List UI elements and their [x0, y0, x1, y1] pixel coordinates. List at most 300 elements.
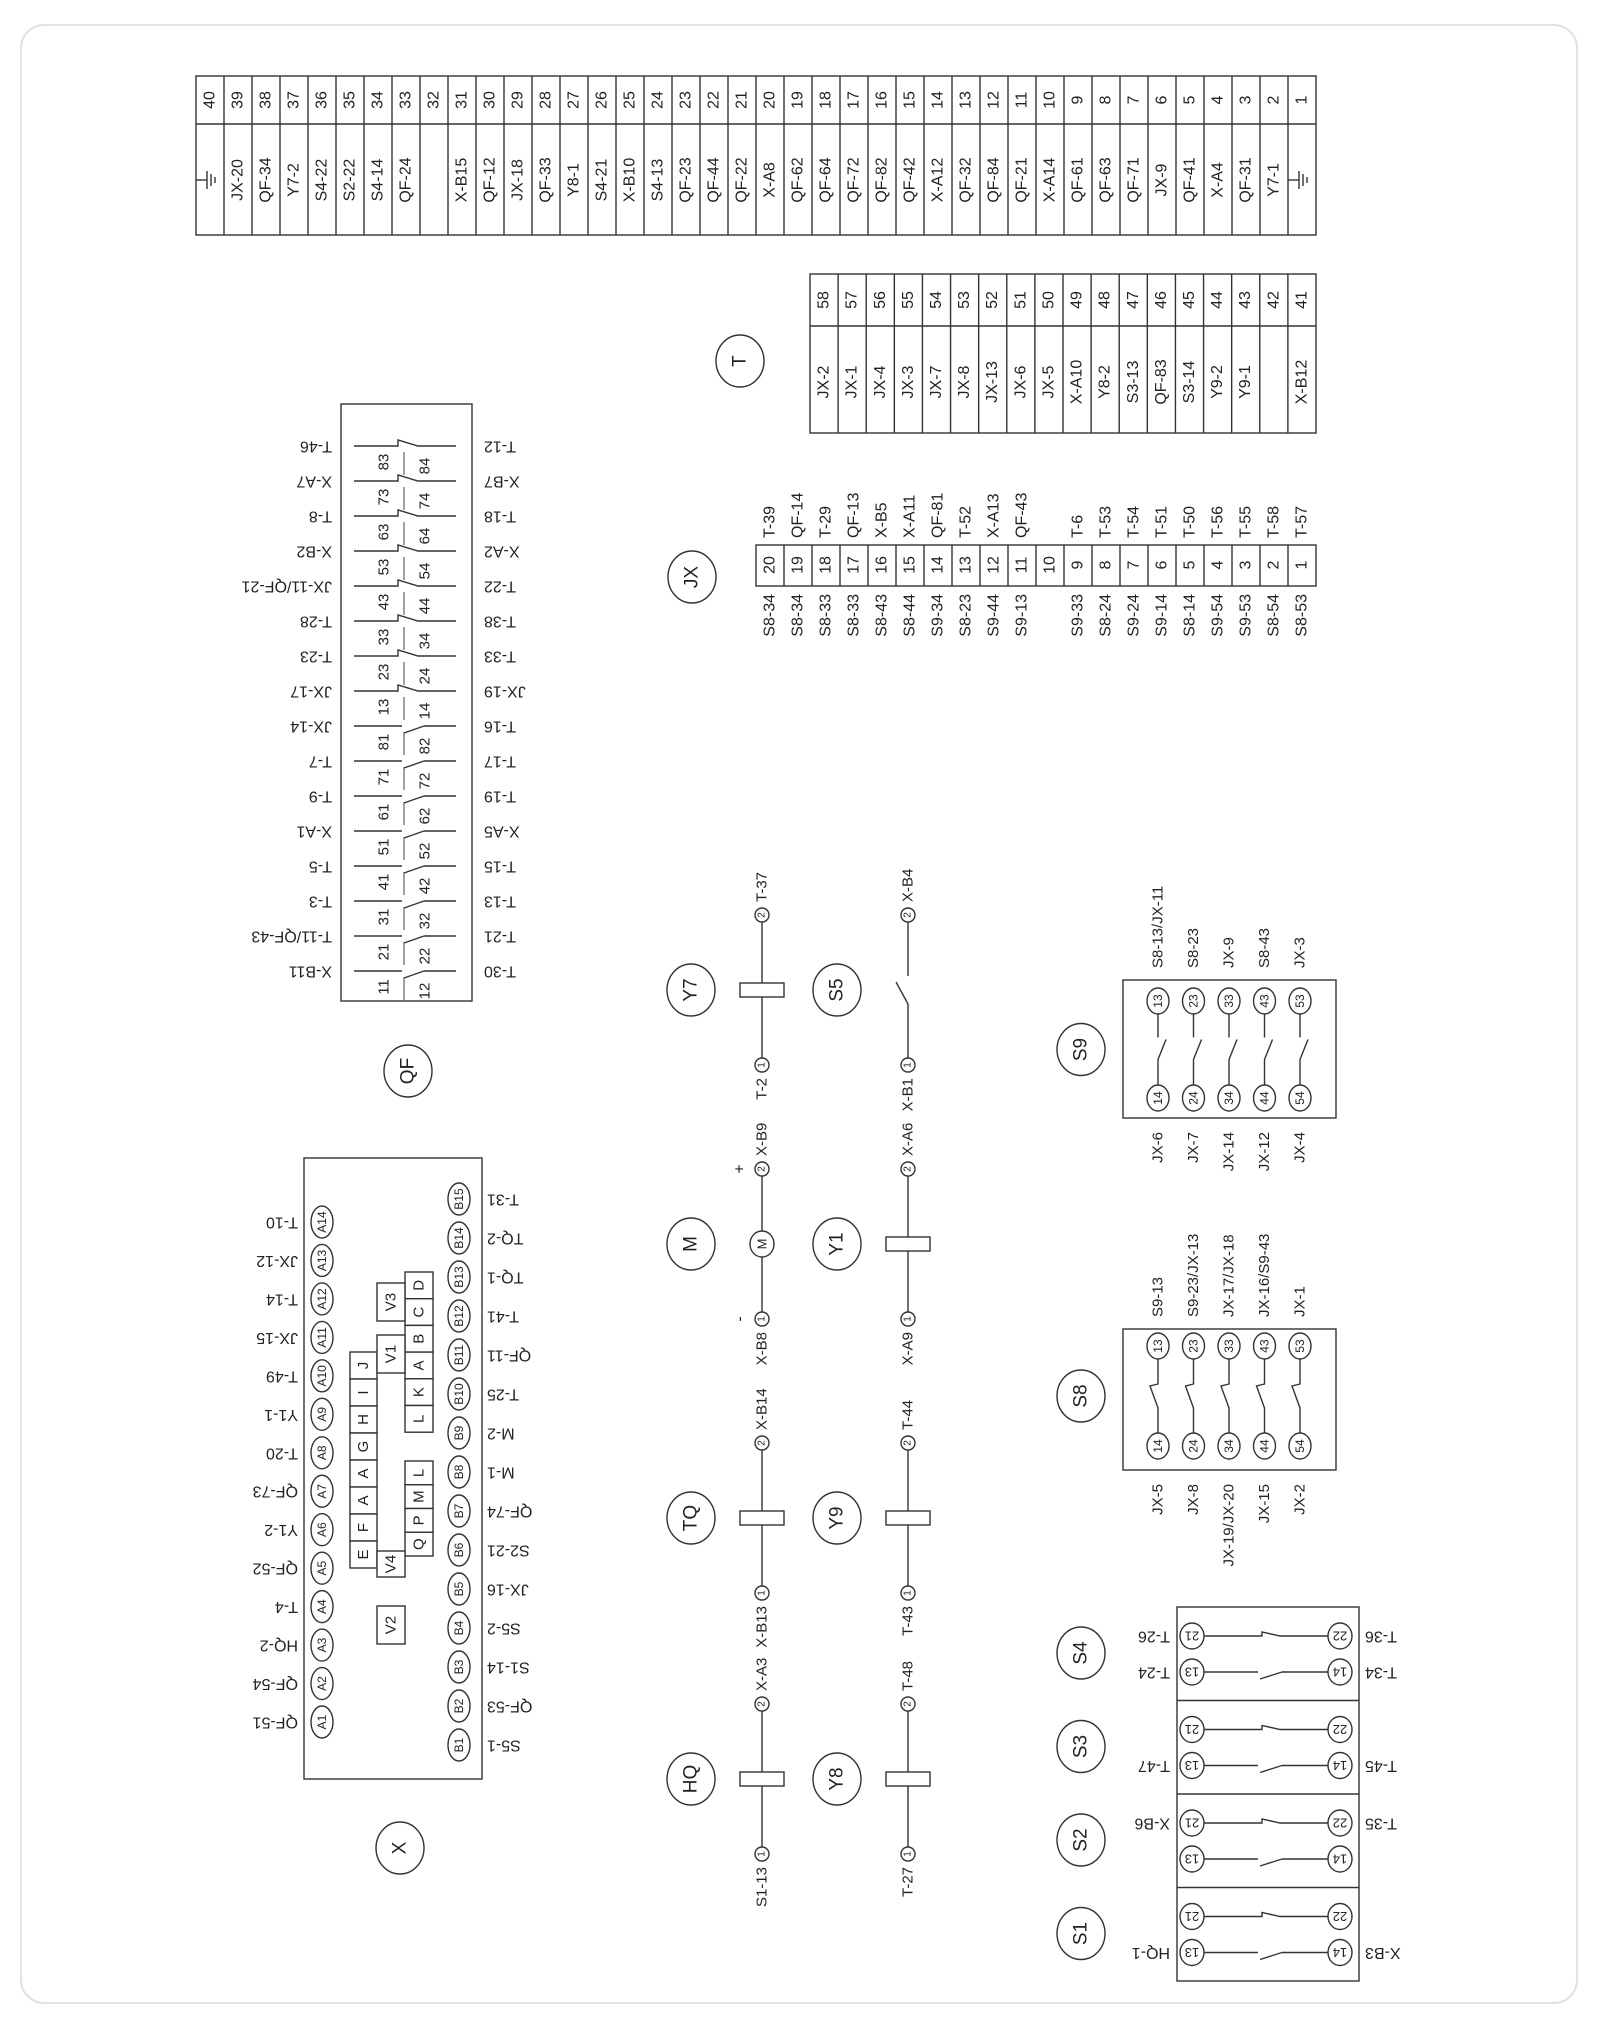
wire-label-right: T-19 [484, 787, 517, 805]
wire-label-right: T-30 [484, 962, 517, 980]
wire-label-right: M-1 [487, 1463, 515, 1481]
terminal-label: QF-31 [1237, 157, 1255, 203]
grid-cell [350, 1406, 377, 1433]
wire-label-right: S5-2 [487, 1619, 521, 1637]
contact-number: 23 [375, 663, 393, 681]
terminal-number: 42 [1265, 291, 1283, 309]
wire-label-left: T-7 [308, 752, 332, 770]
terminal-number: 1 [756, 1316, 768, 1322]
terminal-label: QF-32 [957, 157, 975, 203]
terminal-label: S4-13 [649, 158, 667, 202]
terminal-number: 2 [902, 1440, 914, 1446]
terminal-number: 41 [1293, 291, 1311, 309]
grid-cell [405, 1532, 433, 1556]
contact-number: 42 [416, 877, 434, 895]
wire-label-bottom: JX-5 [1149, 1484, 1167, 1515]
wire-label-right: S5-1 [487, 1736, 521, 1754]
terminal-number: 24 [649, 91, 667, 109]
wire-label-left: X-B2 [296, 542, 332, 560]
motor-letter: M [754, 1238, 770, 1250]
pin-a7 [253, 1475, 333, 1507]
wire-label-top: JX-3 [1291, 937, 1309, 968]
terminal-number: 2 [1265, 95, 1283, 105]
wire-label: S1-13 [753, 1867, 771, 1908]
contact-number: 34 [416, 632, 434, 650]
wire-label-right: T-15 [484, 857, 517, 875]
terminal-label: JX-13 [984, 361, 1002, 403]
wire-label-left: T-11/QF-43 [251, 927, 332, 945]
terminal-number: 4 [1209, 560, 1227, 570]
strip-t-tag [716, 335, 764, 387]
grid-cell [405, 1485, 433, 1509]
contact-number: 14 [416, 702, 434, 720]
wire-label-left: T-8 [308, 507, 332, 525]
terminal-label-above: T-29 [817, 505, 835, 538]
terminal-number: 18 [817, 91, 835, 109]
terminal-number: 1 [1293, 95, 1311, 105]
tag-label: HQ [680, 1764, 702, 1794]
pin-number: A2 [315, 1676, 329, 1691]
v-block [377, 1606, 405, 1644]
terminal-number: 55 [899, 291, 917, 309]
pin-number: B13 [452, 1266, 466, 1288]
wire-label-top: JX-1 [1291, 1286, 1309, 1317]
terminal-label-below: S8-44 [901, 594, 919, 637]
wire-label-right: S2-21 [487, 1541, 530, 1559]
terminal-number: 51 [1012, 291, 1030, 309]
wire-label-left: QF-51 [252, 1713, 298, 1731]
wire-label: X-A9 [899, 1332, 917, 1366]
pin-number: B2 [452, 1698, 466, 1714]
pin-number: B1 [452, 1737, 466, 1753]
contact-number: 62 [416, 807, 434, 825]
terminal-number: 53 [1293, 1339, 1307, 1353]
terminal-number: 27 [565, 91, 583, 109]
terminal-number: 53 [1293, 994, 1307, 1008]
wire-label-left: T-9 [308, 787, 332, 805]
terminal-number: 2 [1265, 560, 1283, 570]
wire-label-right: X-B3 [1365, 1944, 1401, 1961]
pin-b7 [448, 1495, 532, 1527]
terminal-strip-main [196, 76, 1316, 235]
coil-symbol [886, 1237, 930, 1251]
terminal-number: 44 [1257, 1439, 1272, 1453]
terminal-label: Y7-1 [1265, 163, 1283, 197]
wire-label-right: X-A2 [484, 542, 520, 560]
wire-label-top: JX-17/JX-18 [1220, 1234, 1238, 1317]
plus-sign: + [731, 1164, 749, 1174]
tag-label: S2 [1070, 1828, 1092, 1852]
contact-number: 32 [416, 912, 434, 930]
terminal-label-below: S9-24 [1125, 594, 1143, 637]
wire-label-top: S8-43 [1256, 927, 1273, 968]
terminal-number: 2 [902, 912, 914, 918]
terminal-number: 12 [985, 91, 1003, 109]
terminal-number: 48 [1096, 291, 1114, 309]
wire-label-left: T-4 [274, 1598, 298, 1616]
component-tag [813, 964, 861, 1016]
terminal-number: 46 [1152, 291, 1170, 309]
wire-label: T-43 [899, 1606, 917, 1637]
terminal-number: 38 [257, 91, 275, 109]
component-y1 [813, 1123, 930, 1366]
contact-number: 84 [416, 457, 434, 475]
contact-number: 83 [375, 453, 393, 471]
terminal-number: 13 [1184, 1945, 1200, 1960]
grid-cell [350, 1352, 377, 1379]
terminal-number: 1 [902, 1062, 914, 1068]
breaker-qf [242, 404, 526, 1097]
limit-switch-block [1057, 1607, 1401, 1981]
component-tag [813, 1492, 861, 1544]
wire-label-right: TQ-2 [487, 1229, 524, 1247]
terminal-label: Y9-1 [1237, 365, 1255, 399]
terminal-label-above: T-50 [1181, 505, 1199, 538]
wire-label-left: T-3 [308, 892, 332, 910]
terminal-number: 1 [902, 1316, 914, 1322]
terminal-number: 31 [453, 91, 471, 109]
contact-number: 64 [416, 527, 434, 545]
terminal-label: QF-72 [845, 157, 863, 203]
pin-a9 [264, 1398, 333, 1430]
terminal-number: 58 [815, 291, 833, 309]
terminal-number: 6 [1153, 560, 1171, 570]
terminal-label: QF-84 [985, 157, 1003, 203]
grid-letter: L [410, 1414, 428, 1424]
grid-letter: A [355, 1495, 372, 1506]
component-tq [667, 1388, 784, 1647]
terminal-number: 18 [817, 556, 835, 574]
wire-label: X-A6 [899, 1122, 917, 1156]
terminal-label-above: T-39 [761, 505, 779, 538]
contact-number: 82 [416, 737, 434, 755]
terminal-number: 16 [873, 91, 891, 109]
wire-label-left: T-24 [1137, 1663, 1170, 1681]
pin-a6 [264, 1514, 333, 1546]
pin-number: B15 [452, 1188, 466, 1210]
wire-label-left: JX-12 [256, 1251, 298, 1269]
pin-b4 [448, 1612, 521, 1644]
grid-letter: L [410, 1468, 428, 1478]
pin-a1 [253, 1706, 333, 1738]
wire-label-bottom: JX-15 [1256, 1484, 1273, 1524]
terminal-number: 22 [1332, 1628, 1348, 1644]
terminal-number: 28 [537, 91, 555, 109]
wire-label-right: T-38 [484, 612, 517, 630]
terminal-number: 14 [929, 91, 947, 109]
component-m [667, 1123, 774, 1366]
terminal-number: 14 [1332, 1851, 1348, 1867]
terminal-label: X-B15 [453, 157, 471, 203]
pin-number: A4 [315, 1599, 329, 1614]
terminal-number: 14 [1151, 1091, 1165, 1105]
terminal-label: S3-13 [1124, 360, 1142, 404]
terminal-label-above: T-52 [957, 505, 975, 538]
wire-label-right: T-41 [487, 1307, 520, 1325]
terminal-label-above: X-B5 [873, 502, 891, 538]
component-s5 [813, 869, 917, 1112]
terminal-number: 1 [756, 1590, 768, 1596]
terminal-number: 34 [1222, 1439, 1236, 1453]
pin-a12 [266, 1283, 333, 1315]
wire-label-top: S9-13 [1149, 1276, 1167, 1317]
terminal-number: 1 [1293, 560, 1311, 570]
terminal-label: JX-18 [509, 159, 527, 201]
pin-b13 [448, 1261, 523, 1293]
terminal-label: S4-22 [313, 158, 331, 202]
terminal-number: 5 [1181, 560, 1199, 570]
contact-number: 43 [375, 593, 393, 611]
pin-b6 [448, 1534, 530, 1566]
pin-number: A9 [315, 1406, 329, 1422]
terminal-number: 17 [845, 556, 863, 574]
grid-cell [350, 1460, 377, 1487]
wire-label: X-A3 [753, 1657, 771, 1691]
coil-symbol [740, 1511, 784, 1525]
terminal-number: 37 [285, 91, 303, 109]
tag-label: M [680, 1236, 702, 1252]
wire-label-right: QF-11 [487, 1346, 532, 1364]
terminal-number: 36 [313, 91, 331, 109]
terminal-number: 9 [1069, 560, 1087, 570]
grid-cell [350, 1487, 377, 1514]
wire-label-right: T-31 [487, 1190, 520, 1208]
v-label: V3 [382, 1292, 400, 1312]
component-tag [813, 1218, 861, 1270]
terminal-number: 20 [761, 556, 779, 574]
pin-number: B9 [452, 1425, 466, 1441]
terminal-number: 24 [1186, 1091, 1201, 1105]
terminal-number: 57 [843, 291, 861, 309]
terminal-label-below: S9-33 [1069, 594, 1087, 637]
terminal-label-below: S8-54 [1265, 594, 1283, 637]
grid-letter: I [355, 1390, 372, 1395]
terminal-number: 33 [1222, 994, 1236, 1008]
terminal-number: 40 [201, 91, 219, 109]
grid-cell [350, 1433, 377, 1460]
pin-b3 [448, 1651, 530, 1683]
wire-label-right: T-22 [484, 577, 517, 595]
terminal-label-above: T-57 [1293, 505, 1311, 538]
grid-cell [405, 1272, 433, 1299]
terminal-number: 21 [1184, 1628, 1200, 1644]
terminal-number: 44 [1257, 1091, 1272, 1105]
terminal-label-below: S8-33 [845, 594, 863, 637]
pin-b10 [448, 1378, 519, 1410]
pin-number: B10 [452, 1383, 466, 1405]
pin-a3 [260, 1629, 333, 1661]
terminal-number: 15 [901, 91, 919, 109]
wire-label-right: T-16 [484, 717, 517, 735]
contact-number: 74 [416, 492, 434, 510]
wire-label-bottom: JX-4 [1291, 1132, 1309, 1163]
wire-label-left: X-A7 [296, 472, 332, 490]
terminal-label: QF-33 [537, 157, 555, 203]
terminal-number: 1 [756, 1062, 768, 1068]
grid-letter: B [410, 1333, 428, 1344]
terminal-label: JX-20 [229, 159, 247, 201]
tag-label: Y7 [680, 978, 702, 1002]
coil-symbol [886, 1772, 930, 1786]
coil-symbol [740, 1772, 784, 1786]
wire-label: X-B13 [753, 1606, 771, 1648]
terminal-number: 50 [1040, 291, 1058, 309]
wire-label-right: T-34 [1365, 1663, 1398, 1681]
pin-a10 [266, 1360, 333, 1392]
pin-number: B7 [452, 1503, 466, 1519]
terminal-label-above: T-53 [1097, 505, 1115, 538]
terminal-number: 39 [229, 91, 247, 109]
terminal-number: 13 [1184, 1664, 1200, 1680]
grid-cell [350, 1514, 377, 1541]
wire-label-bottom: JX-14 [1220, 1132, 1238, 1172]
terminal-label: QF-23 [677, 157, 695, 203]
terminal-number: 24 [1186, 1439, 1201, 1453]
pin-number: B3 [452, 1659, 466, 1675]
terminal-number: 44 [1209, 291, 1227, 309]
grid-letter: K [410, 1387, 428, 1398]
aux-switch-s9 [1057, 886, 1336, 1171]
wire-label-left: JX-14 [290, 717, 332, 735]
grid-cell [405, 1509, 433, 1533]
grid-letter: M [410, 1490, 428, 1503]
grid-cell [350, 1541, 377, 1568]
switch-tag [1057, 1627, 1105, 1679]
wire-label-right: JX-16 [487, 1580, 529, 1598]
terminal-label-above: QF-13 [845, 492, 863, 538]
terminal-label: Y8-1 [565, 163, 583, 197]
tag-label: S5 [826, 978, 848, 1002]
contact-number: 52 [416, 842, 434, 860]
pin-number: B6 [452, 1542, 466, 1558]
wire-label-right: T-25 [487, 1385, 520, 1403]
wire-label-bottom: JX-12 [1256, 1132, 1273, 1172]
terminal-number: 22 [1332, 1722, 1348, 1737]
terminal-number: 10 [1041, 556, 1059, 574]
terminal-label: QF-71 [1125, 157, 1143, 203]
grid-cell [405, 1299, 433, 1326]
terminal-number: 2 [756, 912, 768, 918]
wire-label-right: M-2 [487, 1424, 515, 1442]
terminal-number: 13 [957, 556, 975, 574]
terminal-number: 53 [956, 291, 974, 309]
terminal-number: 14 [1151, 1439, 1165, 1453]
terminal-number: 6 [1153, 95, 1171, 105]
contact-number: 61 [375, 803, 393, 821]
terminal-label-above: X-A11 [901, 494, 919, 538]
grid-cell [350, 1379, 377, 1406]
pin-number: A5 [315, 1560, 329, 1576]
wire-label: T-37 [753, 871, 771, 902]
grid-letter: D [410, 1279, 428, 1291]
terminal-number: 22 [1332, 1815, 1348, 1831]
terminal-number: 23 [1186, 1339, 1201, 1353]
terminal-number: 21 [1184, 1722, 1200, 1737]
wire-label: T-27 [899, 1867, 917, 1898]
terminal-number: 21 [1184, 1909, 1200, 1924]
wire-label-left: X-A1 [296, 822, 332, 840]
contact-number: 33 [375, 628, 393, 646]
v-block [377, 1335, 405, 1373]
wire-label-left: T-23 [299, 647, 332, 665]
terminal-label: S2-22 [341, 158, 359, 202]
terminal-number: 8 [1097, 95, 1115, 105]
wire-label-left: Y1-2 [264, 1521, 298, 1539]
pin-b11 [448, 1339, 531, 1371]
pin-number: B4 [452, 1620, 466, 1636]
terminal-number: 3 [1237, 560, 1255, 570]
wire-label-right: JX-19 [484, 682, 526, 700]
terminal-label: QF-62 [789, 157, 807, 203]
wire-label-left: QF-54 [252, 1675, 298, 1693]
pin-a8 [266, 1437, 333, 1469]
terminal-label: Y7-2 [285, 163, 303, 197]
grid-letter: Q [410, 1538, 428, 1550]
pin-number: A10 [315, 1365, 329, 1387]
terminal-number: 20 [761, 91, 779, 109]
terminal-label: QF-24 [397, 157, 415, 203]
terminal-number: 1 [756, 1851, 768, 1857]
wire-label-left: HQ-2 [259, 1636, 298, 1654]
v-block [377, 1283, 405, 1321]
terminal-number: 56 [871, 291, 889, 309]
terminal-number: 8 [1097, 560, 1115, 570]
terminal-label: JX-8 [956, 365, 974, 399]
terminal-number: 33 [397, 91, 415, 109]
terminal-label: S3-14 [1181, 360, 1198, 404]
terminal-number: 32 [425, 91, 443, 109]
component-tag [813, 1753, 861, 1805]
terminal-number: 15 [901, 556, 919, 574]
grid-letter: E [355, 1549, 372, 1560]
wire-label-left: T-20 [265, 1444, 298, 1462]
grid-cell [405, 1379, 433, 1406]
wire-label-right: X-B7 [484, 472, 520, 490]
terminal-number: 17 [845, 91, 863, 109]
wire-label-top: S8-13/JX-11 [1149, 885, 1167, 968]
terminal-number: 13 [1151, 994, 1165, 1008]
contact-number: 21 [375, 943, 393, 961]
terminal-number: 54 [928, 291, 945, 309]
terminal-label-below: S8-14 [1181, 594, 1199, 637]
terminal-label-below: S8-43 [873, 594, 891, 637]
connector-x [253, 1158, 533, 1874]
terminal-label-above: T-58 [1265, 505, 1283, 538]
terminal-label: X-A10 [1068, 359, 1086, 405]
strip-jx-tag [668, 551, 716, 603]
component-tag [667, 964, 715, 1016]
terminal-label-above: QF-14 [789, 492, 807, 538]
switch-tag [1057, 1908, 1105, 1960]
wire-label-right: T-17 [484, 752, 517, 770]
terminal-number: 13 [1184, 1758, 1200, 1773]
terminal-number: 14 [929, 556, 947, 574]
terminal-label-above: T-6 [1069, 514, 1087, 538]
pin-a13 [256, 1244, 333, 1276]
wire-label-right: T-35 [1365, 1814, 1398, 1832]
terminal-number: 45 [1181, 291, 1198, 309]
terminal-label: Y9-2 [1209, 365, 1227, 399]
component-y9 [813, 1400, 930, 1636]
terminal-label-above: QF-43 [1013, 492, 1031, 538]
wire-label-right: T-45 [1365, 1757, 1398, 1774]
contact-number: 53 [375, 558, 393, 576]
contact-number: 63 [375, 523, 393, 541]
pin-number: A3 [315, 1637, 329, 1653]
tag-label: Y9 [826, 1506, 848, 1530]
wire-label-top: JX-16/S9-43 [1256, 1233, 1273, 1317]
wire-label-left: X-B11 [288, 962, 332, 980]
